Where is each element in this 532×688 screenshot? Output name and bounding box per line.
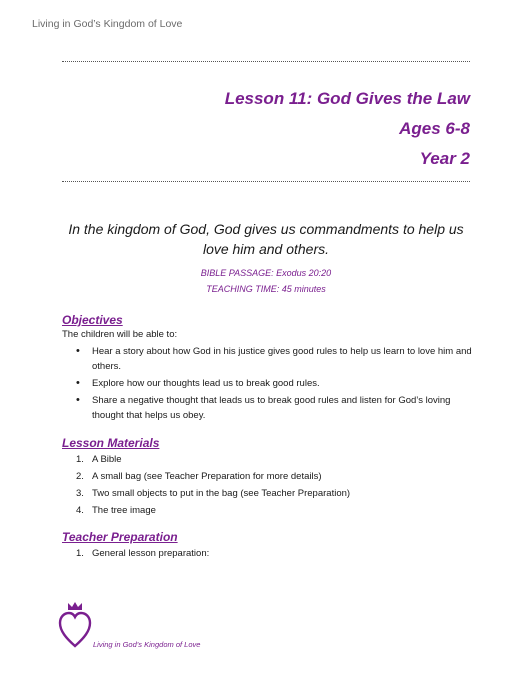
list-item	[62, 486, 472, 501]
list-item	[62, 546, 472, 561]
teaching-time: TEACHING TIME: 45 minutes	[206, 284, 326, 294]
materials-list	[62, 452, 472, 520]
preparation-list	[62, 546, 472, 563]
list-number: 3.	[76, 488, 84, 499]
list-item	[62, 469, 472, 484]
objectives-heading: Objectives	[62, 313, 123, 327]
list-text: The tree image	[92, 505, 156, 516]
list-text: A Bible	[92, 454, 122, 465]
list-number: 1.	[76, 454, 84, 465]
running-header: Living in God’s Kingdom of Love	[32, 18, 183, 30]
list-item: • Hear a story about how God in his justice gives good rules to help us learn to love him and others.	[62, 344, 472, 374]
list-number: 4.	[76, 505, 84, 516]
top-divider	[62, 61, 470, 62]
bottom-divider	[62, 181, 470, 182]
footer-title: Living in God’s Kingdom of Love	[93, 640, 201, 649]
list-text: Two small objects to put in the bag (see Teacher Preparation)	[92, 488, 351, 499]
list-text: General lesson preparation:	[92, 548, 210, 559]
list-number: 2.	[76, 471, 84, 482]
objectives-list	[62, 344, 472, 425]
lesson-theme: In the kingdom of God, God gives us commandments to help us love him and others.	[68, 221, 464, 257]
lesson-title: Lesson 11: God Gives the Law	[224, 89, 470, 108]
bible-passage: BIBLE PASSAGE: Exodus 20:20	[200, 268, 332, 278]
crown-heart-logo-icon	[58, 600, 92, 650]
list-item	[62, 452, 472, 467]
objectives-intro: The children will be able to:	[62, 329, 178, 340]
list-item: • Share a negative thought that leads us to break good rules and listen for God’s loving thought that helps us obey.	[62, 393, 472, 423]
list-number: 1.	[76, 548, 84, 559]
materials-heading: Lesson Materials	[62, 436, 160, 450]
preparation-heading: Teacher Preparation	[62, 530, 178, 544]
list-item	[62, 503, 472, 518]
list-item: • Explore how our thoughts lead us to break good rules.	[62, 376, 472, 391]
list-text: A small bag (see Teacher Preparation for more details)	[92, 471, 322, 482]
year-label: Year 2	[419, 149, 470, 168]
ages-label: Ages 6-8	[399, 119, 470, 138]
